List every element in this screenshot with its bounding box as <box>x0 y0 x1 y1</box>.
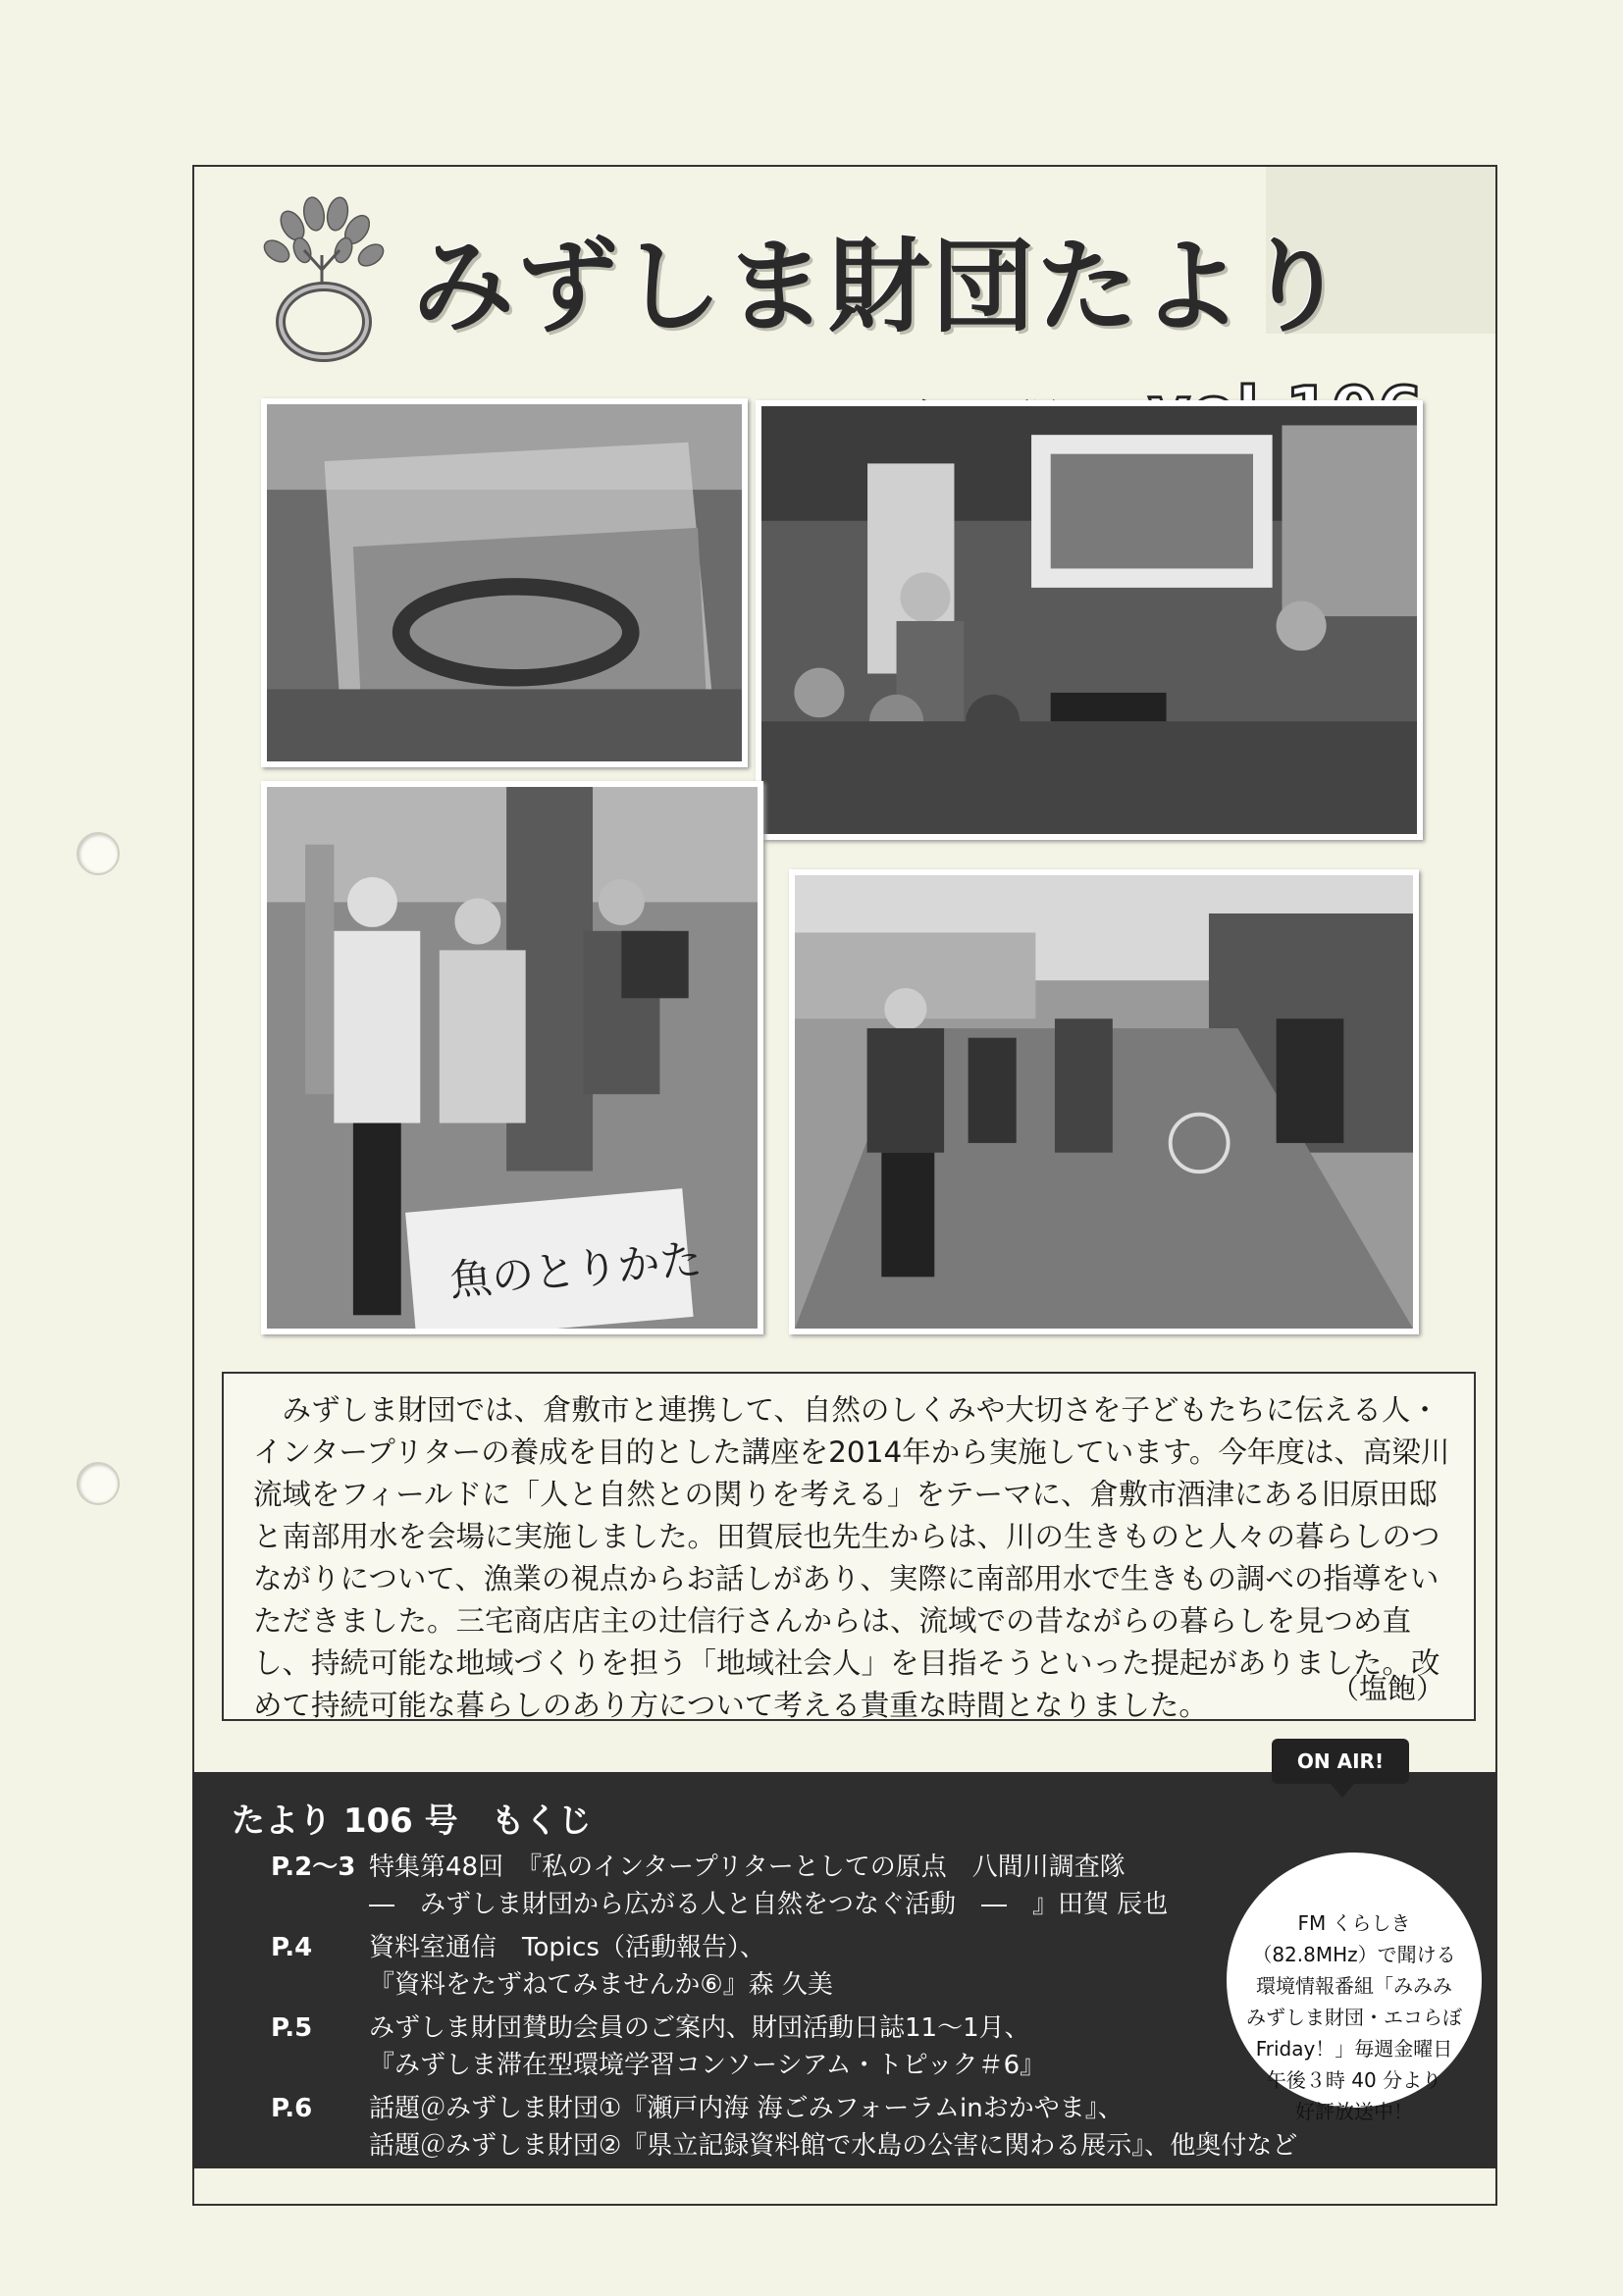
newsletter-title: みずしま財団たより <box>412 227 1349 346</box>
toc-row <box>271 2127 1297 2165</box>
radio-line: FM くらしき <box>1297 1911 1411 1935</box>
radio-program-callout <box>1227 1852 1482 2123</box>
toc-row <box>271 1849 1126 1886</box>
photo-lecture-room <box>756 400 1423 840</box>
toc-page: P.2～3 <box>271 1852 356 1882</box>
punch-hole-bottom <box>77 1462 120 1505</box>
toc-row <box>271 2047 1045 2084</box>
toc-page: P.6 <box>271 2094 313 2123</box>
radio-line: （82.8MHz）で聞ける <box>1252 1943 1456 1966</box>
toc-text: 『資料をたずねてみませんか⑥』森 久美 <box>369 1970 833 2000</box>
toc-text: みずしま財団賛助会員のご案内、財団活動日誌11～1月、 <box>369 2013 1030 2043</box>
toc-text: 話題＠みずしま財団①『瀬戸内海 海ごみフォーラムinおかやま』、 <box>369 2094 1124 2123</box>
article-signature: （塩飽） <box>1330 1672 1444 1705</box>
toc-text: ― みずしま財団から広がる人と自然をつなぐ活動 ― 』田賀 辰也 <box>369 1890 1169 1919</box>
toc-heading: たより 106 号 もくじ <box>232 1801 592 1841</box>
radio-line: 午後３時 40 分より <box>1266 2068 1442 2092</box>
toc-text: 特集第48回 『私のインタープリターとしての原点 八間川調査隊 <box>369 1852 1126 1882</box>
toc-text: 話題＠みずしま財団②『県立記録資料館で水島の公害に関わる展示』、他奥付など <box>369 2131 1298 2161</box>
toc-row <box>271 1929 765 1966</box>
toc-row <box>271 2009 1030 2047</box>
radio-line: 好評放送中！ <box>1295 2100 1413 2123</box>
on-air-badge: ON AIR! <box>1272 1739 1409 1784</box>
toc-text: 『みずしま滞在型環境学習コンソーシアム・トピック＃6』 <box>369 2051 1046 2080</box>
foundation-logo <box>253 196 391 363</box>
radio-line: Friday！」毎週金曜日 <box>1255 2037 1453 2061</box>
punch-hole-top <box>77 832 120 875</box>
fish-sign-text: 魚のとりかた <box>447 1234 705 1307</box>
article-body: みずしま財団では、倉敷市と連携して、自然のしくみや大切さを子どもたちに伝える人・インタープリターの養成を目的とした講座を2014年から実施しています。今年度は、高梁川流域をフィールドに「人と自然との関りを考える」をテーマに、倉敷市酒津にある旧原田邸と南部用水を会場に実施しました。田賀辰也先生からは、川の生きものと人々の暮らしのつながりについて、漁業の視点からお話しがあり、実際に南部用水で生きもの調べの指導をいただきました。三宅商店店主の辻信行さんからは、流域での昔ながらの暮らしを見つめ直し、持続可能な地域づくりを担う「地域社会人」を目指そうといった提起がありました。改めて持続可能な暮らしのあり方について考える貴重な時間となりました。 <box>253 1393 1450 1722</box>
article-textbox <box>222 1372 1476 1721</box>
toc-text: 資料室通信 Topics（活動報告）、 <box>369 1933 765 1962</box>
photo-instructors-outdoor <box>261 781 763 1334</box>
photo-river-survey <box>789 869 1419 1334</box>
toc-row <box>271 1966 833 2004</box>
toc-page: P.5 <box>271 2013 313 2043</box>
radio-line: 環境情報番組「みみみ <box>1256 1974 1452 1998</box>
toc-row <box>271 2090 1124 2127</box>
radio-line: みずしま財団・エコらぼ <box>1246 2006 1462 2029</box>
photo-fish-container <box>261 398 748 767</box>
toc-page: P.4 <box>271 1933 313 1962</box>
toc-row <box>271 1886 1168 1923</box>
